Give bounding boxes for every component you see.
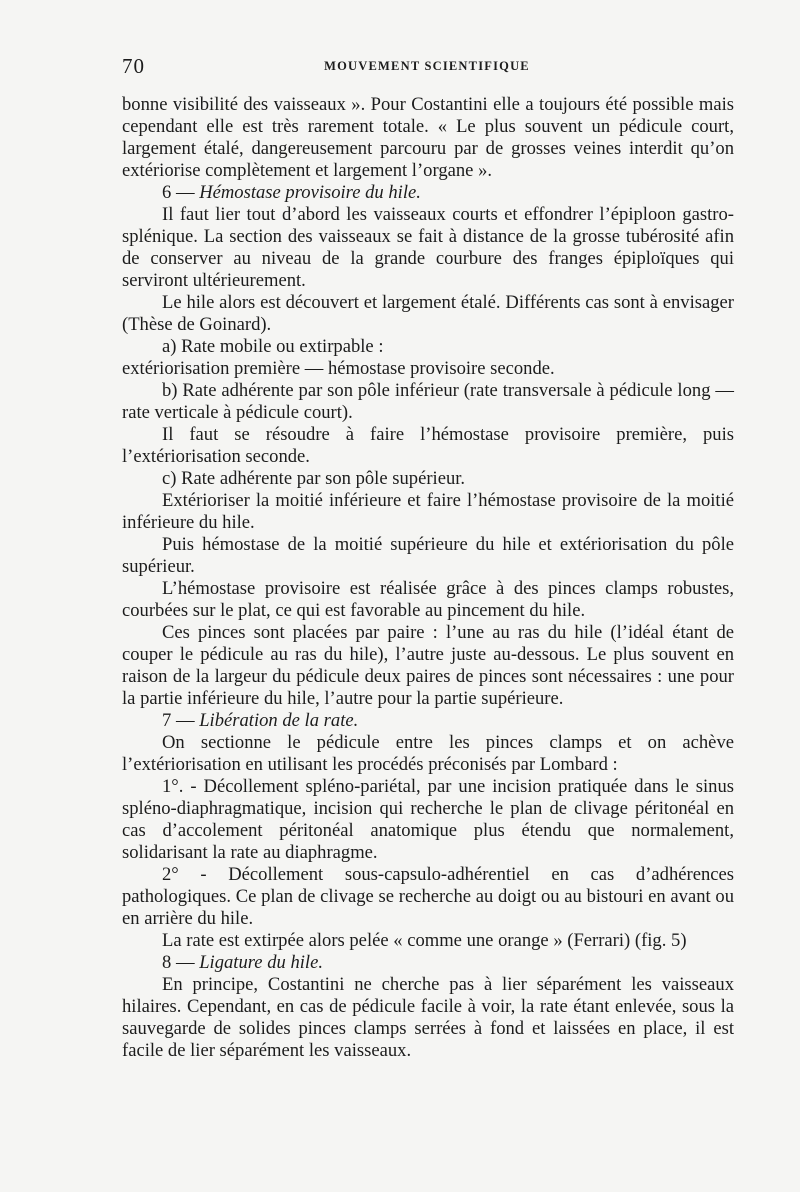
section-heading-7 — [122, 710, 734, 732]
section-heading-6 — [122, 182, 734, 204]
paragraph: En principe, Costantini ne cherche pas à lier séparément les vaisseaux hilaires. Cependant, en cas de pédicule facile à voir, la rate étant enlevée, sous la sauvegarde de solides pinces clamps serrées à fond et laissées en place, il est facile de lier séparément les vaisseaux. — [122, 974, 734, 1061]
section-title: Ligature du hile. — [199, 952, 323, 973]
section-heading-8 — [122, 952, 734, 974]
page-number: 70 — [122, 54, 145, 78]
paragraph: L’hémostase provisoire est réalisée grâce à des pinces clamps robustes, courbées sur le plat, ce qui est favorable au pincement du hile. — [122, 578, 734, 621]
paragraph: b) Rate adhérente par son pôle inférieur (rate transversale à pédicule long — rate verticale à pédicule court). — [122, 380, 734, 423]
paragraph: a) Rate mobile ou extirpable : — [162, 336, 384, 357]
paragraph: Il faut lier tout d’abord les vaisseaux courts et effondrer l’épiploon gastro-splénique. La section des vaisseaux se fait à distance de la grosse tubérosité afin de conserver au niveau de la grande courbure des franges épiploïques qui serviront ultérieurement. — [122, 204, 734, 291]
paragraph: bonne visibilité des vaisseaux ». Pour Costantini elle a toujours été possible mais cependant elle est très rarement totale. « Le plus souvent un pédicule court, largement étalé, dangereusement parcouru par de grosses veines interdit qu’on extériorise complètement et largement l’organe ». — [122, 94, 734, 181]
paragraph: 1°. - Décollement spléno-pariétal, par une incision pratiquée dans le sinus spléno-diaphragmatique, incision qui recherche le plan de clivage péritonéal en cas d’accolement péritonéal anatomique plus étendu que normalement, solidarisant la rate au diaphragme. — [122, 776, 734, 863]
section-number: 6 — — [162, 182, 200, 203]
paragraph: Extérioriser la moitié inférieure et faire l’hémostase provisoire de la moitié inférieure du hile. — [122, 490, 734, 533]
paragraph: Il faut se résoudre à faire l’hémostase provisoire première, puis l’extériorisation seconde. — [122, 424, 734, 467]
section-number: 8 — — [162, 952, 200, 973]
running-title: MOUVEMENT SCIENTIFIQUE — [324, 59, 530, 73]
page-header — [122, 54, 732, 80]
body-text — [122, 94, 734, 1062]
paragraph: extériorisation première — hémostase provisoire seconde. — [122, 358, 555, 379]
paragraph: Ces pinces sont placées par paire : l’une au ras du hile (l’idéal étant de couper le pédicule au ras du hile), l’autre juste au-dessous. Le plus souvent en raison de la largeur du pédicule deux paires de pinces sont nécessaires : une pour la partie inférieure du hile, l’autre pour la partie supérieure. — [122, 622, 734, 709]
paragraph: Le hile alors est découvert et largement étalé. Différents cas sont à envisager (Thèse de Goinard). — [122, 292, 734, 335]
section-number: 7 — — [162, 710, 200, 731]
section-title: Libération de la rate. — [199, 710, 359, 731]
section-title: Hémostase provisoire du hile. — [199, 182, 421, 203]
paragraph: Puis hémostase de la moitié supérieure du hile et extériorisation du pôle supérieur. — [122, 534, 734, 577]
paragraph: 2° - Décollement sous-capsulo-adhérentiel en cas d’adhérences pathologiques. Ce plan de clivage se recherche au doigt ou au bistouri en avant ou en arrière du hile. — [122, 864, 734, 929]
paragraph: La rate est extirpée alors pelée « comme une orange » (Ferrari) (fig. 5) — [162, 930, 687, 951]
paragraph: c) Rate adhérente par son pôle supérieur. — [162, 468, 466, 489]
paragraph: On sectionne le pédicule entre les pinces clamps et on achève l’extériorisation en utilisant les procédés préconisés par Lombard : — [122, 732, 734, 775]
